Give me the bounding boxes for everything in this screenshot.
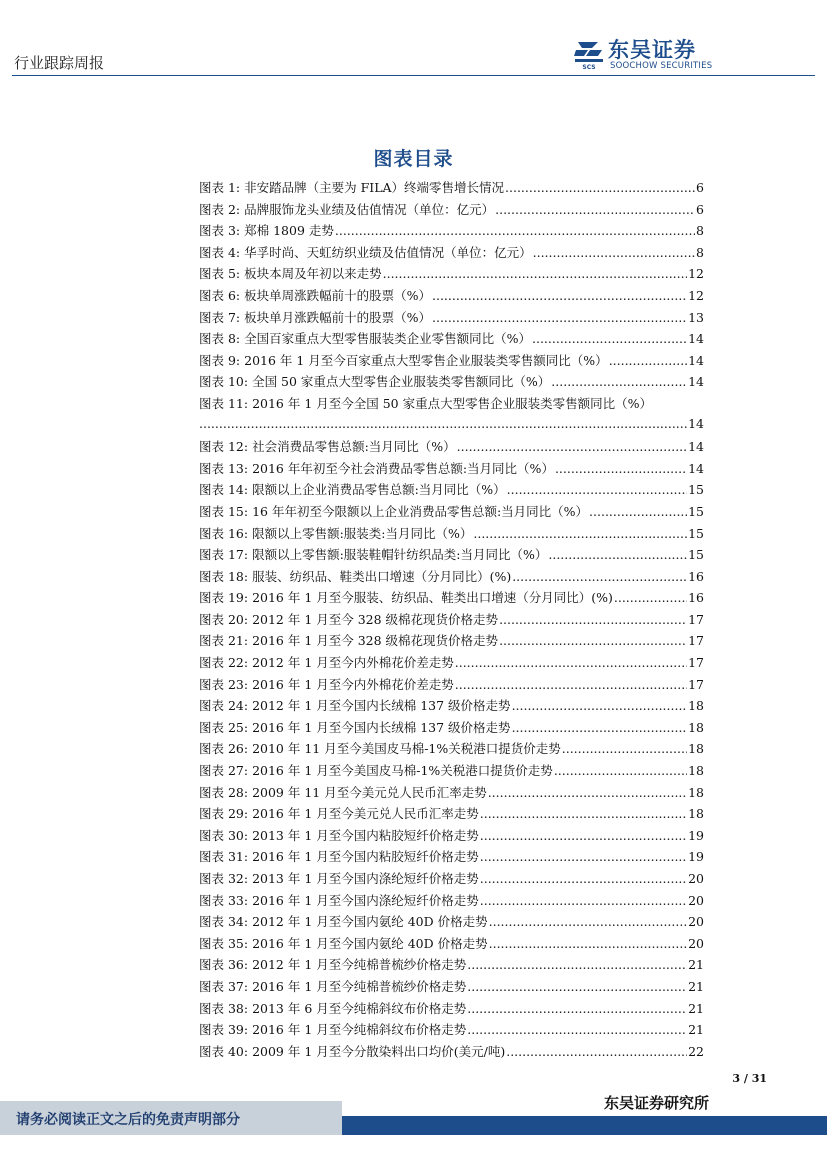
toc-entry[interactable] [199,610,704,632]
toc-entry-page: 12 [688,266,704,282]
toc-entry-leader [489,914,687,929]
toc-entry-label: 图表 17: 限额以上零售额:服装鞋帽针纺织品类:当月同比（%） [199,547,548,563]
toc-entry-leader [507,482,687,497]
toc-entry[interactable] [199,761,704,783]
toc-entry-page: 16 [688,568,704,584]
toc-entry[interactable] [199,372,704,394]
toc-entry-leader [532,331,687,346]
toc-entry[interactable] [199,739,704,761]
toc-entry[interactable] [199,675,704,697]
toc-entry-label: 图表 35: 2016 年 1 月至今国内氨纶 40D 价格走势 [199,935,488,951]
footer-bar [342,1116,827,1135]
toc-entry-page: 15 [688,503,704,519]
toc-entry[interactable] [199,977,704,999]
toc-entry-page: 14 [688,439,704,455]
header-divider [12,75,815,76]
toc-entry-leader [548,547,687,562]
toc-entry-page: 6 [696,201,704,217]
toc-entry[interactable] [199,480,704,502]
toc-entry-leader [455,677,687,692]
toc-entry-label: 图表 9: 2016 年 1 月至今百家重点大型零售企业服装类零售额同比（%） [199,352,608,368]
toc-entry-page: 15 [688,547,704,563]
toc-entry-leader [473,526,687,541]
toc-entry[interactable] [199,718,704,740]
toc-entry-leader [512,569,687,584]
toc-entry[interactable] [199,696,704,718]
toc-entry-leader [499,633,687,648]
toc-entry-label: 图表 4: 华孚时尚、天虹纺织业绩及估值情况（单位：亿元） [199,244,532,260]
toc-entry[interactable] [199,955,704,977]
toc-entry-leader [383,266,687,281]
logo-mark-icon [572,36,606,70]
toc-entry-label: 图表 2: 品牌服饰龙头业绩及估值情况（单位：亿元） [199,201,495,217]
toc-entry-page: 8 [696,244,704,260]
toc-entry-leader [480,806,687,821]
toc-entry-leader [533,245,695,260]
toc-entry-leader [554,763,687,778]
toc-entry[interactable] [199,847,704,869]
toc-entry-leader [467,979,687,994]
toc-entry-page: 20 [688,871,704,886]
toc-entry[interactable] [199,934,704,956]
toc-entry-page: 21 [688,1022,704,1038]
toc-entry-leader [614,590,687,605]
toc-entry-label: 图表 12: 社会消费品零售总额:当月同比（%） [199,439,456,455]
toc-title: 图表目录 [373,148,454,170]
toc-entry[interactable] [199,588,704,610]
toc-entry-leader [505,180,695,195]
company-logo [572,34,732,74]
toc-entry-page: 21 [688,957,704,973]
toc-entry-page: 18 [688,741,704,757]
toc-entry-leader [499,612,687,627]
toc-entry-page: 15 [688,525,704,541]
toc-entry-label: 图表 10: 全国 50 家重点大型零售企业服装类零售额同比（%） [199,374,551,390]
toc-entry-label: 图表 28: 2009 年 11 月至今美元兑人民币汇率走势 [199,784,487,800]
toc-entry-label: 图表 36: 2012 年 1 月至今纯棉普梳纱价格走势 [199,957,467,973]
toc-entry-page: 17 [688,633,704,649]
toc-entry[interactable] [199,351,704,373]
toc-entry[interactable] [199,1042,704,1064]
toc-entry-label: 图表 14: 限额以上企业消费品零售总额:当月同比（%） [199,482,506,498]
toc-entry-page: 19 [688,849,704,865]
toc-entry-page: 20 [688,935,704,951]
toc-entry-leader [551,374,687,389]
toc-entry-leader [199,416,687,431]
toc-entry[interactable] [199,416,704,438]
toc-entry[interactable] [199,869,704,891]
toc-entry-page: 15 [688,482,704,498]
toc-entry-label: 图表 34: 2012 年 1 月至今国内氨纶 40D 价格走势 [199,914,488,930]
footer-org: 东吴证券研究所 [604,1094,710,1112]
toc-entry-leader [495,202,695,217]
toc-entry[interactable] [199,178,704,200]
toc-entry[interactable] [199,1020,704,1042]
toc-entry[interactable] [199,999,704,1021]
logo-name-en: SOOCHOW SECURITIES [610,61,713,71]
toc-entry[interactable] [199,329,704,351]
toc-entry[interactable] [199,891,704,913]
toc-entry-leader [335,223,695,238]
toc-entry-leader [467,957,687,972]
toc-entry-leader [506,1044,687,1059]
logo-mark-text: SCS [582,64,596,70]
toc-entry-leader [467,1022,687,1037]
toc-entry-label: 图表 39: 2016 年 1 月至今纯棉斜纹布价格走势 [199,1022,467,1038]
header-label: 行业跟踪周报 [14,54,105,72]
toc-entry[interactable] [199,502,704,524]
toc-entry-label: 图表 24: 2012 年 1 月至今国内长绒棉 137 级价格走势 [199,698,511,714]
toc-entry-label: 图表 27: 2016 年 1 月至今美国皮马棉-1%关税港口提货价走势 [199,763,553,779]
toc-entry-label: 图表 16: 限额以上零售额:服装类:当月同比（%） [199,525,473,541]
toc-entry[interactable] [199,221,704,243]
toc-entry-page: 14 [688,352,704,368]
toc-entry[interactable] [199,783,704,805]
toc-entry-page: 17 [688,655,704,671]
toc-entry[interactable] [199,459,704,481]
toc-entry-label: 图表 8: 全国百家重点大型零售服装类企业零售额同比（%） [199,331,531,347]
toc-entry-label: 图表 13: 2016 年年初至今社会消费品零售总额:当月同比（%） [199,460,554,476]
toc-entry-leader [455,655,687,670]
toc-entry-label: 图表 37: 2016 年 1 月至今纯棉普梳纱价格走势 [199,978,467,994]
toc-entry-leader [489,936,687,951]
toc-entry-label: 图表 33: 2016 年 1 月至今国内涤纶短纤价格走势 [199,892,479,908]
toc-entry-page: 18 [688,763,704,779]
toc-entry-page: 12 [688,287,704,303]
toc-entry-page: 18 [688,806,704,822]
toc-entry-page: 19 [688,827,704,843]
toc-entry-page: 14 [688,331,704,347]
toc-entry[interactable] [199,631,704,653]
toc-entry-leader [432,288,687,303]
toc-entry-label: 图表 11: 2016 年 1 月至今全国 50 家重点大型零售企业服装类零售额同比（%） [199,395,652,411]
toc-entry-label: 图表 32: 2013 年 1 月至今国内涤纶短纤价格走势 [199,871,479,886]
toc-entry-leader [432,310,687,325]
toc-entry-leader [555,461,687,476]
page-number: 3 / 31 [732,1072,767,1085]
toc-entry-leader [480,849,687,864]
toc-entry-label: 图表 21: 2016 年 1 月至今 328 级棉花现货价格走势 [199,633,499,649]
toc-entry[interactable] [199,567,704,589]
toc-entry[interactable] [199,545,704,567]
toc-entry-leader [480,871,687,886]
toc-entry-label: 图表 25: 2016 年 1 月至今国内长绒棉 137 级价格走势 [199,719,511,735]
toc-entry-page: 6 [696,180,704,195]
toc-entry-label: 图表 22: 2012 年 1 月至今内外棉花价差走势 [199,655,454,671]
toc-entry-leader [467,1001,687,1016]
toc-entry[interactable] [199,286,704,308]
toc-entry-leader [512,698,688,713]
toc-entry-label: 图表 23: 2016 年 1 月至今内外棉花价差走势 [199,676,454,692]
toc-entry-label: 图表 31: 2016 年 1 月至今国内粘胶短纤价格走势 [199,849,479,865]
toc-entry[interactable] [199,264,704,286]
toc-entry-label: 图表 7: 板块单月涨跌幅前十的股票（%） [199,309,431,325]
toc-entry-label: 图表 29: 2016 年 1 月至今美元兑人民币汇率走势 [199,806,479,822]
toc-entry-label: 图表 15: 16 年年初至今限额以上企业消费品零售总额:当月同比（%） [199,503,589,519]
toc-entry-leader [480,828,687,843]
toc-entry-leader [457,439,687,454]
toc-entry[interactable] [199,200,704,222]
toc-entry[interactable] [199,524,704,546]
toc-entry-page: 22 [688,1043,704,1059]
toc-entry-leader [480,893,687,908]
toc-list [199,178,704,1063]
toc-entry-page: 17 [688,676,704,692]
toc-entry-page: 18 [688,698,704,714]
toc-entry[interactable] [199,826,704,848]
toc-entry[interactable] [199,653,704,675]
toc-entry-label: 图表 26: 2010 年 11 月至今美国皮马棉-1%关税港口提货价走势 [199,741,561,757]
toc-entry[interactable] [199,437,704,459]
toc-entry-label: 图表 40: 2009 年 1 月至今分散染料出口均价(美元/吨) [199,1043,506,1059]
toc-entry[interactable] [199,912,704,934]
toc-entry-label: 图表 18: 服装、纺织品、鞋类出口增速（分月同比）(%) [199,568,512,584]
toc-entry-page: 17 [688,611,704,627]
toc-entry-label: 图表 1: 非安踏品牌（主要为 FILA）终端零售增长情况 [199,180,505,195]
toc-entry-page: 8 [696,223,704,239]
toc-entry-page: 18 [688,784,704,800]
toc-entry-page: 14 [688,374,704,390]
toc-entry-label: 图表 38: 2013 年 6 月至今纯棉斜纹布价格走势 [199,1000,467,1016]
toc-entry-page: 16 [688,590,704,606]
toc-entry-label: 图表 30: 2013 年 1 月至今国内粘胶短纤价格走势 [199,827,479,843]
toc-entry-page: 20 [688,892,704,908]
toc-entry-leader [589,504,687,519]
toc-entry[interactable] [199,394,704,416]
toc-entry-leader [562,741,687,756]
toc-entry-label: 图表 6: 板块单周涨跌幅前十的股票（%） [199,287,431,303]
toc-entry-leader [609,353,687,368]
toc-entry-label: 图表 5: 板块本周及年初以来走势 [199,266,382,282]
footer-disclaimer [0,1101,342,1135]
footer-disclaimer-text: 请务必阅读正文之后的免责声明部分 [16,1112,240,1128]
toc-entry-label: 图表 20: 2012 年 1 月至今 328 级棉花现货价格走势 [199,611,499,627]
toc-entry-page: 18 [688,719,704,735]
toc-entry[interactable] [199,804,704,826]
toc-entry-leader [488,785,687,800]
logo-name-cn: 东吴证券 [608,38,696,62]
toc-entry[interactable] [199,308,704,330]
toc-entry-page: 14 [688,415,704,431]
toc-entry[interactable] [199,243,704,265]
toc-entry-page: 21 [688,978,704,994]
toc-entry-label: 图表 19: 2016 年 1 月至今服装、纺织品、鞋类出口增速（分月同比）(%) [199,590,613,606]
toc-entry-page: 21 [688,1000,704,1016]
toc-entry-leader [512,720,688,735]
toc-entry-page: 14 [688,460,704,476]
toc-entry-label: 图表 3: 郑棉 1809 走势 [199,223,334,239]
toc-entry-page: 20 [688,914,704,930]
toc-entry-page: 13 [688,309,704,325]
